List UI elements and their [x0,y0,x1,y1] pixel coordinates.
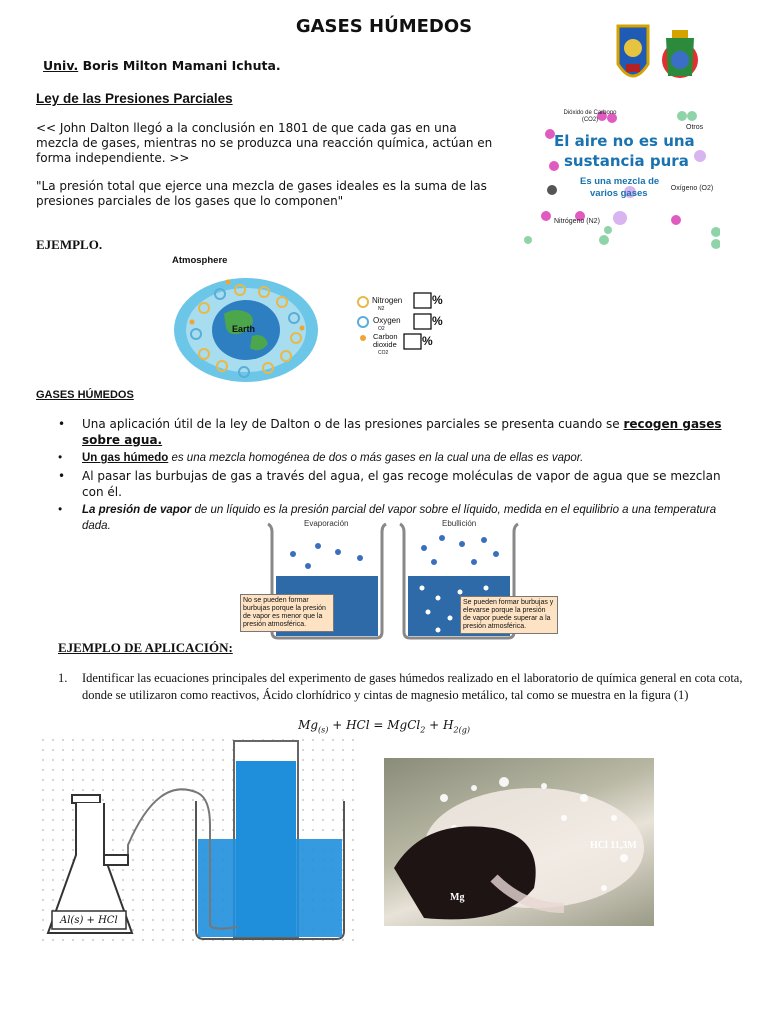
list-item: • La presión de vapor de un líquido es la presión parcial del vapor sobre el líquido, medida en el equilibrio a una temperatura dada. [58,502,738,534]
air-sub-2: varios gases [590,188,648,199]
reaction-equation: $Mg_{(s)}$ + HCl = MgCl$_2$ + $H_{2(g)}$ [298,718,470,735]
boiling-note: Se pueden formar burbujas y elevarse porque la presión de vapor puede superar a la presión atmosférica. [460,596,558,634]
boiling-label: Ebullición [442,519,477,528]
list-item: • Un gas húmedo es una mezcla homogénea de dos o más gases en la cual una de ellas es vapor. [58,450,738,466]
question-text: Identificar las ecuaciones principales del experimento de gases húmedos realizado en el laboratorio de química general en cota cota, donde se utilizaron como reactivos, Ácido clorhídrico y cintas de magnesio metálico, tal como se muestra en la figura (1) [82,671,743,702]
list-item: • Una aplicación útil de la ley de Dalton o de las presiones parciales se presenta cuando se recogen gases sobre agua. [58,416,738,448]
flask-label: Al(s) + HCl [60,915,118,926]
beakers-figure [238,514,560,642]
shield-logo [618,26,648,76]
crest-logo [662,30,698,78]
apparatus-diagram [38,735,354,945]
air-mixture-image [520,104,720,254]
legend-nitrogen: Nitrogen [372,296,403,305]
percent-3: % [422,334,433,348]
otros-label: Otros [686,124,704,131]
co2-label: Dióxido de Carbono (CO2) [563,110,617,123]
law-heading: Ley de las Presiones Parciales [36,91,233,106]
air-sub-1: Es una mezcla de [580,176,660,187]
legend-nitrogen-sub: N2 [378,306,385,312]
list-item: • Al pasar las burbujas de gas a través del agua, el gas recoge moléculas de vapor de agua que se mezclan con él. [58,468,738,500]
legend-co2-sub: CO2 [378,350,389,356]
dalton-quote: << John Dalton llegó a la conclusión en 1801 de que cada gas en una mezcla de gases, mientras no se produzca una reacción química, actúan en forma independiente. >> [36,121,493,165]
page-title: GASES HÚMEDOS [295,16,473,37]
author-name: Boris Milton Mamani Ichuta. [78,58,281,73]
atmosphere-figure [164,252,469,384]
legend-oxygen: Oxygen [373,316,401,325]
evaporation-note: No se pueden formar burbujas porque la presión de vapor es menor que la presión atmosférica. [240,594,334,632]
author-prefix: Univ. [43,58,79,73]
percent-1: % [432,293,443,307]
evaporation-label: Evaporación [304,519,349,528]
wet-gases-heading: GASES HÚMEDOS [36,389,134,401]
reaction-photo [384,758,654,926]
legend-co2: Carbon dioxide [373,332,398,349]
question-number: 1. [58,671,68,685]
total-pressure-quote: "La presión total que ejerce una mezcla de gases ideales es la suma de las presiones parciales de los gases que lo componen" [36,179,487,208]
earth-label: Earth [232,324,256,334]
hcl-label: HCl 11,3M [590,840,637,851]
percent-2: % [432,314,443,328]
nitrogen-label: Nitrógeno (N2) [554,218,600,225]
flask [48,795,132,933]
air-title-1: El aire no es una [554,132,695,150]
legend-oxygen-sub: O2 [378,326,385,332]
oxygen-label: Oxígeno (O2) [670,185,714,192]
atmosphere-label: Atmosphere [172,255,228,266]
author-line [43,58,281,73]
application-heading: EJEMPLO DE APLICACIÓN: [58,640,233,655]
example-heading: EJEMPLO. [36,237,103,252]
air-title-2: sustancia pura [564,152,689,170]
application-question [58,670,748,704]
university-logos [612,20,704,92]
mg-label: Mg [450,892,465,903]
